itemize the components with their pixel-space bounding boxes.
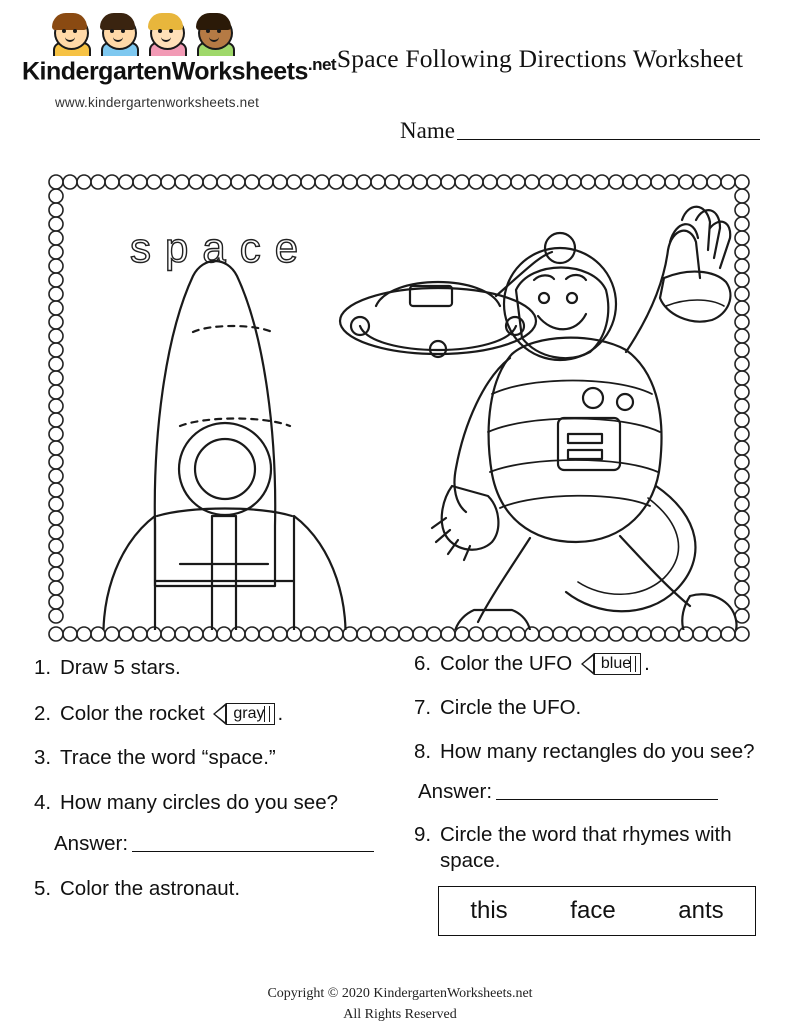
- name-label: Name: [400, 118, 455, 143]
- item-text: Color the astronaut.: [60, 876, 241, 900]
- answer-input-line[interactable]: [496, 799, 718, 800]
- site-url: www.kindergartenworksheets.net: [54, 94, 260, 110]
- logo-word-worksheets: Worksheets: [171, 57, 308, 86]
- rights-text: All Rights Reserved: [343, 1006, 457, 1022]
- answer-label: Answer:: [418, 779, 493, 803]
- name-input-line[interactable]: [457, 138, 760, 140]
- item-suffix: .: [644, 652, 650, 675]
- item-number: 2.: [34, 702, 52, 726]
- instructions-left-column: [34, 655, 414, 902]
- crayon-label: gray: [226, 703, 274, 725]
- rhyme-word-option[interactable]: this: [470, 897, 508, 925]
- page-header: [0, 0, 800, 143]
- instruction-item-2: [34, 701, 414, 727]
- logo-wordmark: [22, 55, 337, 86]
- item-number: 7.: [414, 696, 432, 720]
- instruction-item-6: [414, 651, 774, 677]
- illustration-area: [60, 186, 740, 630]
- item-number: 3.: [34, 746, 52, 770]
- rhyme-word-choices: [438, 886, 756, 936]
- item-suffix: .: [277, 702, 284, 726]
- instruction-item-9: [414, 822, 774, 874]
- answer-input-line[interactable]: [132, 851, 374, 852]
- instruction-item-5: [34, 876, 414, 902]
- space-illustration: [60, 186, 740, 630]
- item-text: Color the UFO: [440, 652, 573, 675]
- page-footer: [0, 984, 800, 1025]
- trace-word-space[interactable]: space: [130, 224, 313, 271]
- copyright-text: Copyright © 2020 KindergartenWorksheets.net: [267, 986, 533, 1002]
- item-number: 1.: [34, 656, 52, 679]
- item-text: Trace the word “space.”: [60, 746, 276, 770]
- instruction-item-8: [414, 739, 774, 765]
- logo-word-net: .net: [307, 55, 337, 74]
- item-number: 4.: [34, 790, 52, 814]
- astronaut-drawing: [432, 207, 737, 630]
- instructions-right-column: [414, 652, 774, 936]
- logo-word-kindergarten: Kindergarten: [22, 57, 172, 86]
- crayon-blue-icon: [581, 653, 641, 675]
- answer-line-left: [54, 832, 374, 856]
- rhyme-word-option[interactable]: face: [570, 897, 616, 925]
- illustration-frame: [42, 168, 758, 648]
- crayon-gray-icon: [213, 703, 274, 725]
- item-text: Draw 5 stars.: [60, 656, 181, 679]
- item-text: How many rectangles do you see?: [440, 740, 755, 764]
- answer-label: Answer:: [54, 831, 129, 855]
- instruction-item-1: [34, 655, 414, 681]
- answer-line-right: [418, 780, 718, 804]
- rhyme-word-option[interactable]: ants: [678, 897, 724, 925]
- instructions-section: [0, 652, 800, 975]
- name-field-row: [400, 118, 760, 144]
- page-title: Space Following Directions Worksheet: [336, 44, 744, 73]
- item-number: 6.: [414, 652, 432, 675]
- instruction-item-4: [34, 790, 414, 816]
- kids-logo-icon: [42, 14, 272, 56]
- item-text: Circle the word that rhymes with space.: [440, 822, 732, 872]
- instruction-item-3: [34, 745, 414, 771]
- item-number: 8.: [414, 740, 432, 764]
- item-number: 9.: [414, 822, 432, 846]
- item-number: 5.: [34, 876, 52, 900]
- item-text: How many circles do you see?: [60, 790, 339, 814]
- instruction-item-7: [414, 695, 774, 721]
- crayon-label: blue: [594, 653, 641, 675]
- rocket-drawing: [103, 261, 345, 630]
- item-text: Color the rocket: [60, 702, 205, 726]
- site-logo[interactable]: [22, 14, 337, 110]
- item-text: Circle the UFO.: [440, 696, 582, 720]
